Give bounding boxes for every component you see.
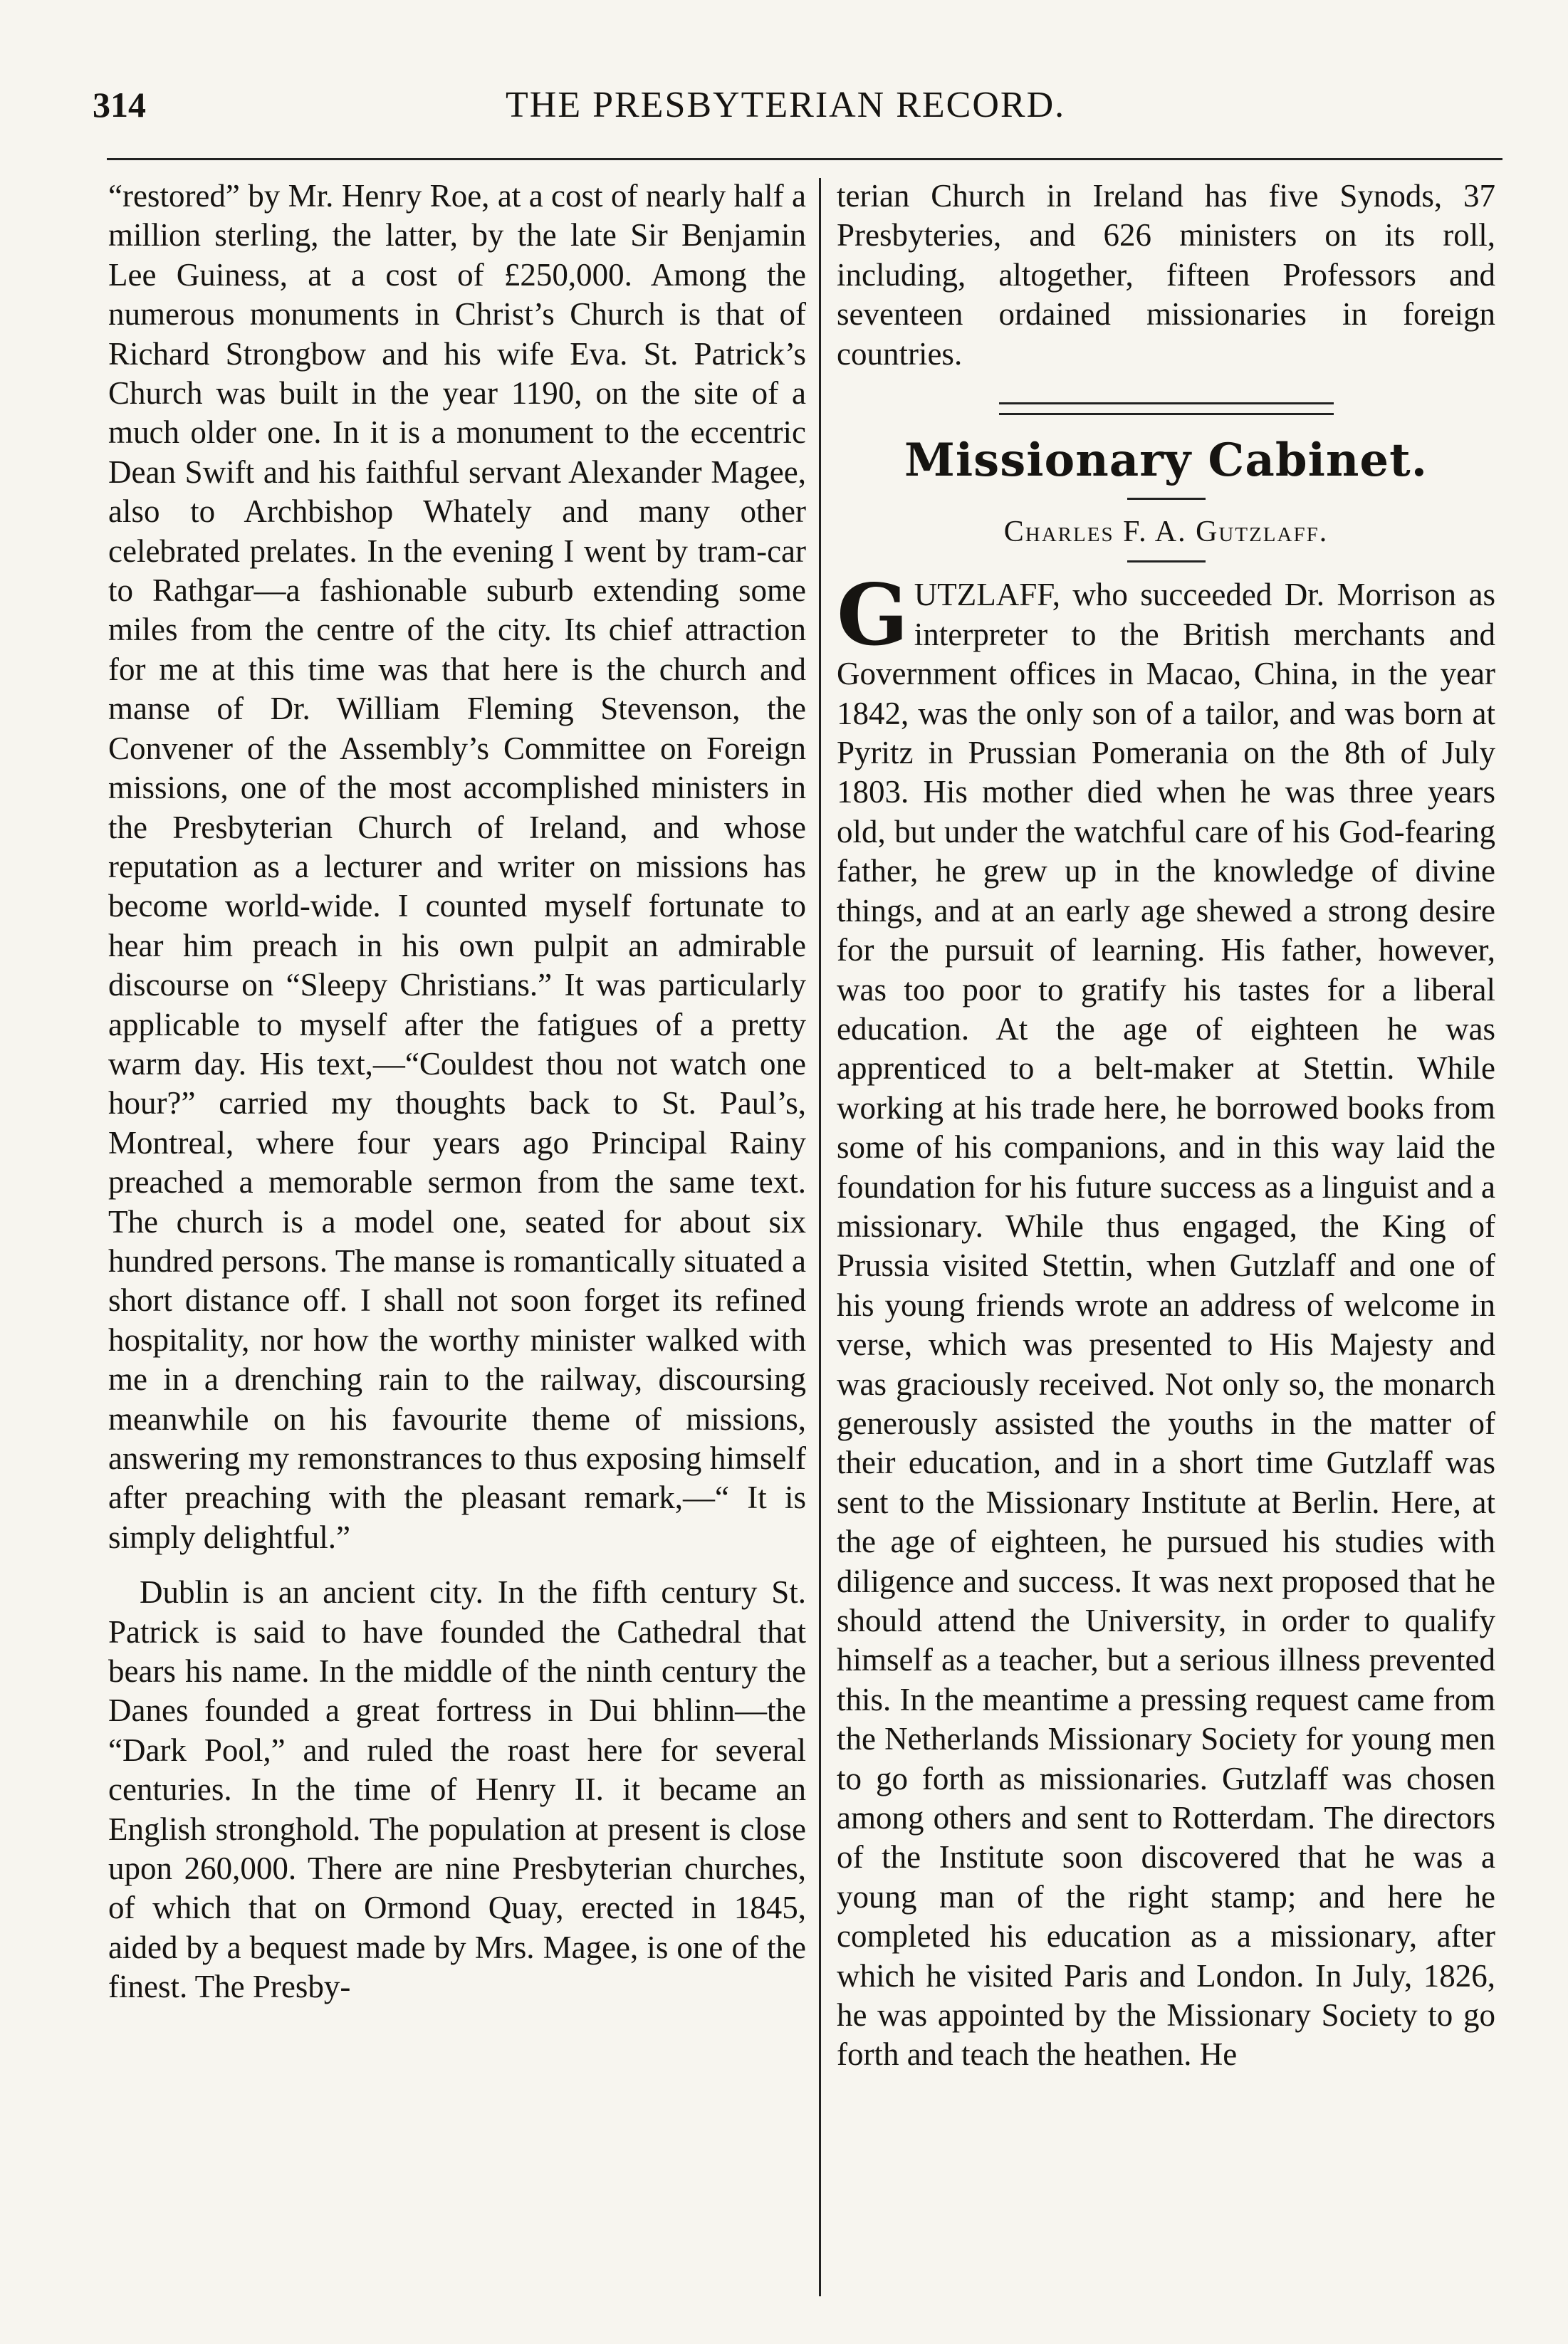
article-body: [837, 565, 1495, 2074]
right-column: [837, 177, 1495, 2075]
drop-cap: G: [837, 565, 909, 665]
left-column: [108, 177, 806, 2007]
header-rule: [107, 158, 1502, 160]
column-divider: [819, 178, 821, 2296]
section-separator: [999, 402, 1334, 415]
byline-rule: [1127, 560, 1206, 563]
title-rule: [1127, 498, 1206, 500]
page-number: 314: [93, 85, 146, 125]
left-paragraph-1: “restored” by Mr. Henry Roe, at a cost of nearly half a million sterling, the latter, by the late Sir Benjamin Lee Guiness, at a cost of £250,000. Among the numerous monuments in Christ’s Church is that of Richard Strongbow and his wife Eva. St. Patrick’s Church was built in the year 1190, on the site of a much older one. In it is a monument to the eccentric Dean Swift and his faithful servant Alexander Magee, also to Archbishop Whately and many other celebrated prelates. In the evening I went by tram-car to Rathgar—a fashionable suburb extending some miles from the centre of the city. Its chief attraction for me at this time was that here is the church and manse of Dr. William Fleming Stevenson, the Convener of the Assembly’s Committee on Foreign missions, one of the most accomplished ministers in the Presbyterian Church of Ireland, and whose reputation as a lecturer and writer on missions has become world-wide. I counted myself fortunate to hear him preach in his own pulpit an admirable discourse on “Sleepy Christians.” It was particularly applicable to myself after the fatigues of a pretty warm day. His text,—“Couldest thou not watch one hour?” carried my thoughts back to St. Paul’s, Montreal, where four years ago Principal Rainy preached a memorable sermon from the same text. The church is a model one, seated for about six hundred persons. The manse is romantically situated a short distance off. I shall not soon forget its refined hospitality, nor how the worthy minister walked with me in a drenching rain to the railway, discoursing meanwhile on his favourite theme of missions, answering my remonstrances to thus exposing himself after preaching with the pleasant remark,—“ It is simply delightful.”: [108, 178, 806, 1555]
right-continuation: terian Church in Ireland has five Synods, 37 Presbyteries, and 626 ministers on its roll, including, altogether, fifteen Professors and seventeen ordained missionaries in foreign countries.: [837, 178, 1495, 372]
page-header: [93, 84, 1502, 141]
running-title: THE PRESBYTERIAN RECORD.: [506, 85, 1066, 125]
article-byline: Charles F. A. Gutzlaff.: [1003, 516, 1329, 549]
section-title: Missionary Cabinet.: [904, 434, 1428, 488]
article-body-text: UTZLAFF, who succeeded Dr. Morrison as interpreter to the British merchants and Government offices in Macao, China, in the year 1842, was the only son of a tailor, and was born at Pyritz in Prussian Pomerania on the 8th of July 1803. His mother died when he was three years old, but under the watchful care of his God-fearing father, he grew up in the knowledge of divine things, and at an early age shewed a strong desire for the pursuit of learning. His father, however, was too poor to gratify his tastes for a liberal education. At the age of eighteen he was apprenticed to a belt-maker at Stettin. While working at his trade here, he borrowed books from some of his companions, and in this way laid the foundation for his future success as a linguist and a missionary. While thus engaged, the King of Prussia visited Stettin, when Gutzlaff and one of his young friends wrote an address of welcome in verse, which was presented to His Majesty and was graciously received. Not only so, the monarch generously assisted the youths in the matter of their education, and in a short time Gutzlaff was sent to the Missionary Institute at Berlin. Here, at the age of eighteen, he pursued his studies with diligence and success. It was next proposed that he should attend the University, in order to qualify himself as a teacher, but a serious illness prevented this. In the meantime a pressing request came from the Netherlands Missionary Society for young men to go forth as missionaries. Gutzlaff was chosen among others and sent to Rotterdam. The directors of the Institute soon discovered that he was a young man of the right stamp; and here he completed his education as a missionary, after which he visited Paris and London. In July, 1826, he was appointed by the Missionary Society to go forth and teach the heathen. He: [837, 577, 1495, 2073]
left-paragraph-2: Dublin is an ancient city. In the fifth century St. Patrick is said to have founded the Cathedral that bears his name. In the middle of the ninth century the Danes founded a great fortress in Dui bhlinn—the “Dark Pool,” and ruled the roast here for several centuries. In the time of Henry II. it became an English stronghold. The population at present is close upon 260,000. There are nine Presbyterian churches, of which that on Ormond Quay, erected in 1845, aided by a bequest made by Mrs. Magee, is one of the finest. The Presby-: [108, 1574, 806, 2005]
